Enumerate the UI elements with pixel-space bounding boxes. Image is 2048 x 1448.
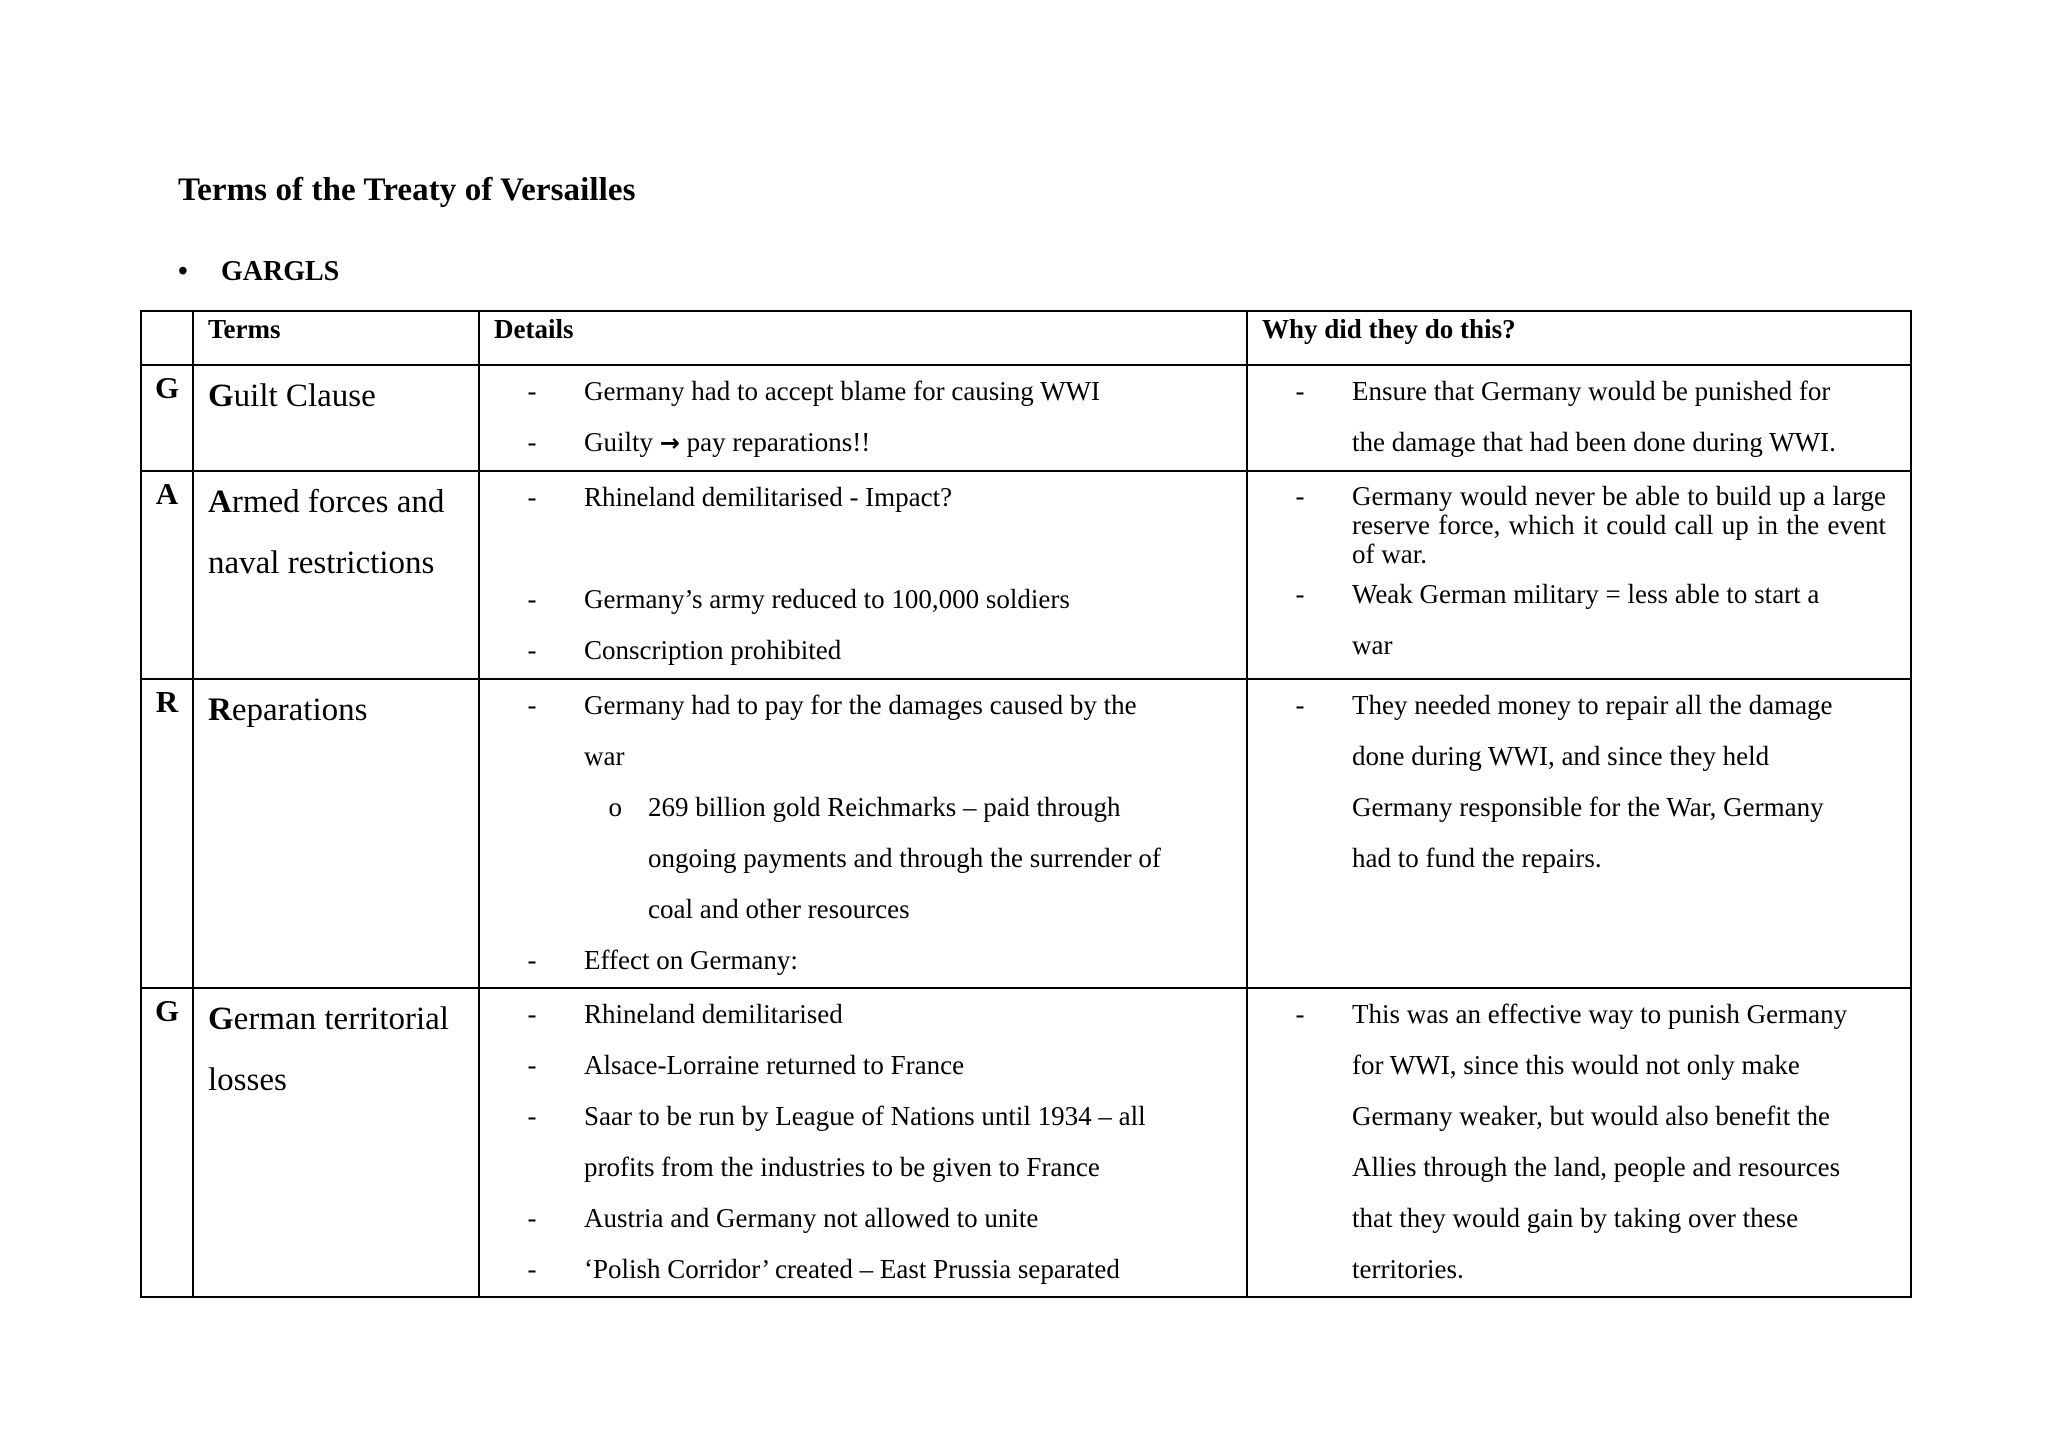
list-item [1248, 569, 1910, 671]
dash-marker: - [527, 1203, 537, 1233]
dash-marker: - [527, 427, 537, 457]
mnemonic-bullet-item [178, 256, 339, 288]
dash-marker: - [527, 945, 537, 975]
dash-marker: - [527, 635, 537, 665]
table-header-row [141, 311, 1911, 365]
why-text: Germany would never be able to build up a large reserve force, which it could call up in the event of war. [1352, 481, 1886, 569]
term-cell [193, 679, 479, 988]
why-cell [1247, 365, 1911, 471]
table-row [141, 471, 1911, 679]
dash-marker: - [527, 584, 537, 614]
row-letter: G [141, 365, 193, 471]
why-cell [1247, 679, 1911, 988]
detail-text: Austria and Germany not allowed to unite [584, 1203, 1039, 1233]
sub-list-item [480, 782, 1246, 935]
bullet-icon: • [178, 256, 188, 287]
list-item [1248, 680, 1910, 884]
dash-marker: - [1295, 690, 1305, 720]
why-text: This was an effective way to punish Germany for WWI, since this would not only make Germany weaker, but would also benefit the Allies through the land, people and resources that they would gain by taking over these territories. [1352, 999, 1848, 1284]
dash-marker: - [527, 999, 537, 1029]
detail-text: Germany’s army reduced to 100,000 soldiers [584, 584, 1070, 614]
detail-text: Rhineland demilitarised - Impact? [584, 482, 953, 512]
dash-marker: - [1295, 376, 1305, 406]
list-item [1248, 366, 1910, 468]
term-initial: A [208, 484, 232, 520]
list-item [480, 625, 1246, 676]
detail-text: Germany had to accept blame for causing WWI [584, 376, 1101, 406]
why-cell [1247, 988, 1911, 1297]
dash-marker: - [527, 690, 537, 720]
dash-marker: - [527, 376, 537, 406]
treaty-terms-table [140, 310, 1912, 1298]
dash-marker: - [1295, 481, 1305, 511]
detail-text: Alsace-Lorraine returned to France [584, 1050, 965, 1080]
details-cell [479, 988, 1247, 1297]
detail-text: Saar to be run by League of Nations until 1934 – all profits from the industries to be given to France [584, 1101, 1146, 1182]
table-row [141, 365, 1911, 471]
list-item [480, 1193, 1246, 1244]
dash-marker: - [527, 1101, 537, 1131]
term-text-line2: naval restrictions [208, 545, 435, 581]
detail-text: Guilty → pay reparations!! [584, 427, 871, 457]
term-text: eparations [231, 692, 368, 728]
list-item [480, 989, 1246, 1040]
term-cell [193, 365, 479, 471]
list-item [480, 472, 1246, 523]
list-item [1248, 989, 1910, 1295]
row-letter: R [141, 679, 193, 988]
detail-text: Germany had to pay for the damages caused by the war [584, 690, 1137, 771]
header-why: Why did they do this? [1247, 311, 1911, 365]
why-text: Ensure that Germany would be punished for the damage that had been done during WWI. [1352, 376, 1836, 457]
list-item [480, 574, 1246, 625]
term-initial: G [208, 1001, 234, 1037]
list-item [480, 1091, 1246, 1193]
why-text: Weak German military = less able to start a war [1352, 579, 1820, 660]
dash-marker: - [527, 1050, 537, 1080]
list-item [480, 1244, 1246, 1295]
term-cell [193, 988, 479, 1297]
list-item [480, 1040, 1246, 1091]
list-item [480, 935, 1246, 986]
detail-text: 269 billion gold Reichmarks – paid through ongoing payments and through the surrender of coal and other resources [648, 792, 1161, 924]
detail-text: Conscription prohibited [584, 635, 842, 665]
term-text: rmed forces and [231, 484, 445, 520]
detail-text: Effect on Germany: [584, 945, 798, 975]
details-cell [479, 679, 1247, 988]
why-text: They needed money to repair all the damage done during WWI, and since they held Germany responsible for the War, Germany had to fund the repairs. [1352, 690, 1833, 873]
header-terms: Terms [193, 311, 479, 365]
term-text: uilt Clause [233, 378, 376, 414]
term-initial: G [208, 378, 234, 414]
term-initial: R [208, 692, 232, 728]
row-letter: A [141, 471, 193, 679]
list-item [480, 417, 1246, 469]
term-text: erman territorial [233, 1001, 449, 1037]
blank-line [480, 523, 1246, 574]
right-arrow-icon: → [659, 429, 680, 457]
details-cell [479, 365, 1247, 471]
detail-text: ‘Polish Corridor’ created – East Prussia separated [584, 1254, 1120, 1284]
table-row [141, 679, 1911, 988]
list-item [480, 680, 1246, 782]
details-cell [479, 471, 1247, 679]
dash-marker: - [527, 1254, 537, 1284]
page-title: Terms of the Treaty of Versailles [178, 172, 636, 208]
dash-marker: - [527, 482, 537, 512]
list-item [480, 366, 1246, 417]
term-text-line2: losses [208, 1062, 287, 1098]
why-cell [1247, 471, 1911, 679]
mnemonic-label: GARGLS [221, 256, 340, 287]
table-row [141, 988, 1911, 1297]
header-details: Details [479, 311, 1247, 365]
dash-marker: - [1295, 579, 1305, 609]
circle-bullet-icon: o [608, 792, 622, 822]
header-letter-cell [141, 311, 193, 365]
detail-text: Rhineland demilitarised [584, 999, 843, 1029]
row-letter: G [141, 988, 193, 1297]
dash-marker: - [1295, 999, 1305, 1029]
term-cell [193, 471, 479, 679]
list-item [1248, 482, 1910, 569]
